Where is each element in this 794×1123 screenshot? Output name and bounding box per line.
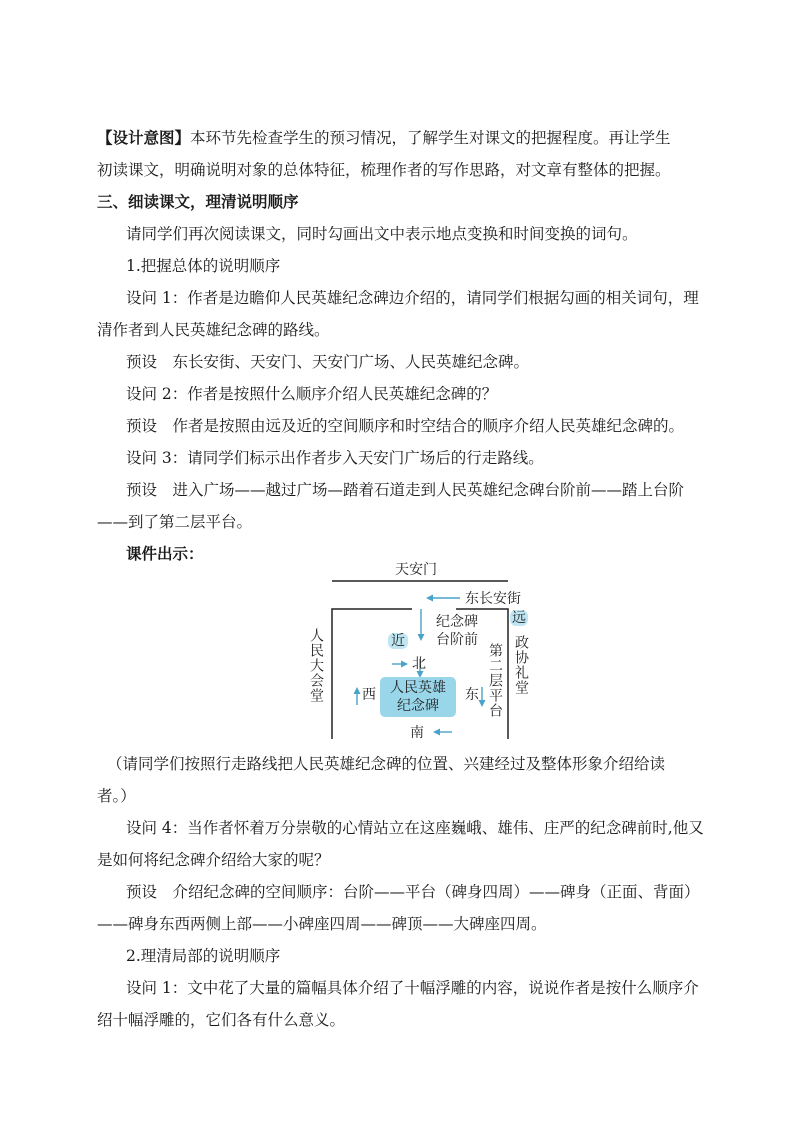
subheading-1: 1.把握总体的说明顺序 <box>126 257 281 275</box>
tiananmen-label: 天安门 <box>395 562 437 578</box>
note-line-1: （请同学们按照行走路线把人民英雄纪念碑的位置、兴建经过及整体形象介绍给读 <box>107 755 666 773</box>
question-3: 设问 3：请同学们标示出作者步入天安门广场后的行走路线。 <box>126 449 544 467</box>
question-1-line-1: 设问 1：作者是边瞻仰人民英雄纪念碑边介绍的，请同学们根据勾画的相关词句，理 <box>126 289 699 307</box>
near-label: 近 <box>388 633 408 649</box>
route-diagram-lines <box>300 553 540 748</box>
square-left-wall <box>332 609 412 739</box>
question-4-line-2: 是如何将纪念碑介绍给大家的呢？ <box>97 851 330 869</box>
question-5-line-2: 绍十幅浮雕的，它们各有什么意义。 <box>97 1011 346 1029</box>
courseware-label: 课件出示： <box>126 544 204 563</box>
west-label: 西 <box>362 687 376 703</box>
design-intent-label: 【设计意图】 <box>97 128 191 147</box>
east-chang-an-street-label: 东长安街 <box>465 591 521 607</box>
paragraph-reread: 请同学们再次阅读课文，同时勾画出文中表示地点变换和时间变换的词句。 <box>126 225 638 243</box>
question-4-line-1: 设问 4：当作者怀着万分崇敬的心情站立在这座巍峨、雄伟、庄严的纪念碑前时,他又 <box>126 819 704 837</box>
monument-steps-label: 纪念碑 台阶前 <box>436 614 478 648</box>
route-diagram <box>300 553 540 748</box>
design-intent-text: 本环节先检查学生的预习情况，了解学生对课文的把握程度。再让学生 <box>190 129 671 147</box>
design-intent-line-2: 初读课文，明确说明对象的总体特征，梳理作者的写作思路，对文章有整体的把握。 <box>97 161 671 179</box>
great-hall-label: 人民大会堂 <box>308 628 324 703</box>
answer-1: 预设 东长安街、天安门、天安门广场、人民英雄纪念碑。 <box>126 353 530 371</box>
question-5-line-1: 设问 1：文中花了大量的篇幅具体介绍了十幅浮雕的内容，说说作者是按什么顺序介 <box>126 979 699 997</box>
north-label: 北 <box>412 656 426 672</box>
answer-2: 预设 作者是按照由远及近的空间顺序和时空结合的顺序介绍人民英雄纪念碑的。 <box>126 417 685 435</box>
design-intent-line-1 <box>97 128 722 148</box>
question-2: 设问 2：作者是按照什么顺序介绍人民英雄纪念碑的？ <box>126 385 498 403</box>
section-heading-3: 三、细读课文，理清说明顺序 <box>97 192 299 211</box>
subheading-2: 2.理清局部的说明顺序 <box>126 947 281 965</box>
question-1-line-2: 清作者到人民英雄纪念碑的路线。 <box>97 321 330 339</box>
answer-4-line-2: ——碑身东西两侧上部——小碑座四周——碑顶——大碑座四周。 <box>97 915 547 933</box>
answer-4-line-1: 预设 介绍纪念碑的空间顺序：台阶——平台（碑身四周）——碑身（正面、背面） <box>126 883 700 901</box>
answer-3-line-1: 预设 进入广场——越过广场—踏着石道走到人民英雄纪念碑台阶前——踏上台阶 <box>126 481 685 499</box>
east-label: 东 <box>465 687 479 703</box>
cppcc-hall-label: 政协礼堂 <box>513 635 529 695</box>
answer-3-line-2: ——到了第二层平台。 <box>97 513 253 531</box>
second-platform-label: 第二层平台 <box>487 643 503 718</box>
note-line-2: 者。） <box>97 787 136 805</box>
south-label: 南 <box>410 725 424 741</box>
far-label: 远 <box>512 610 526 626</box>
monument-label: 人民英雄 纪念碑 <box>380 677 456 717</box>
